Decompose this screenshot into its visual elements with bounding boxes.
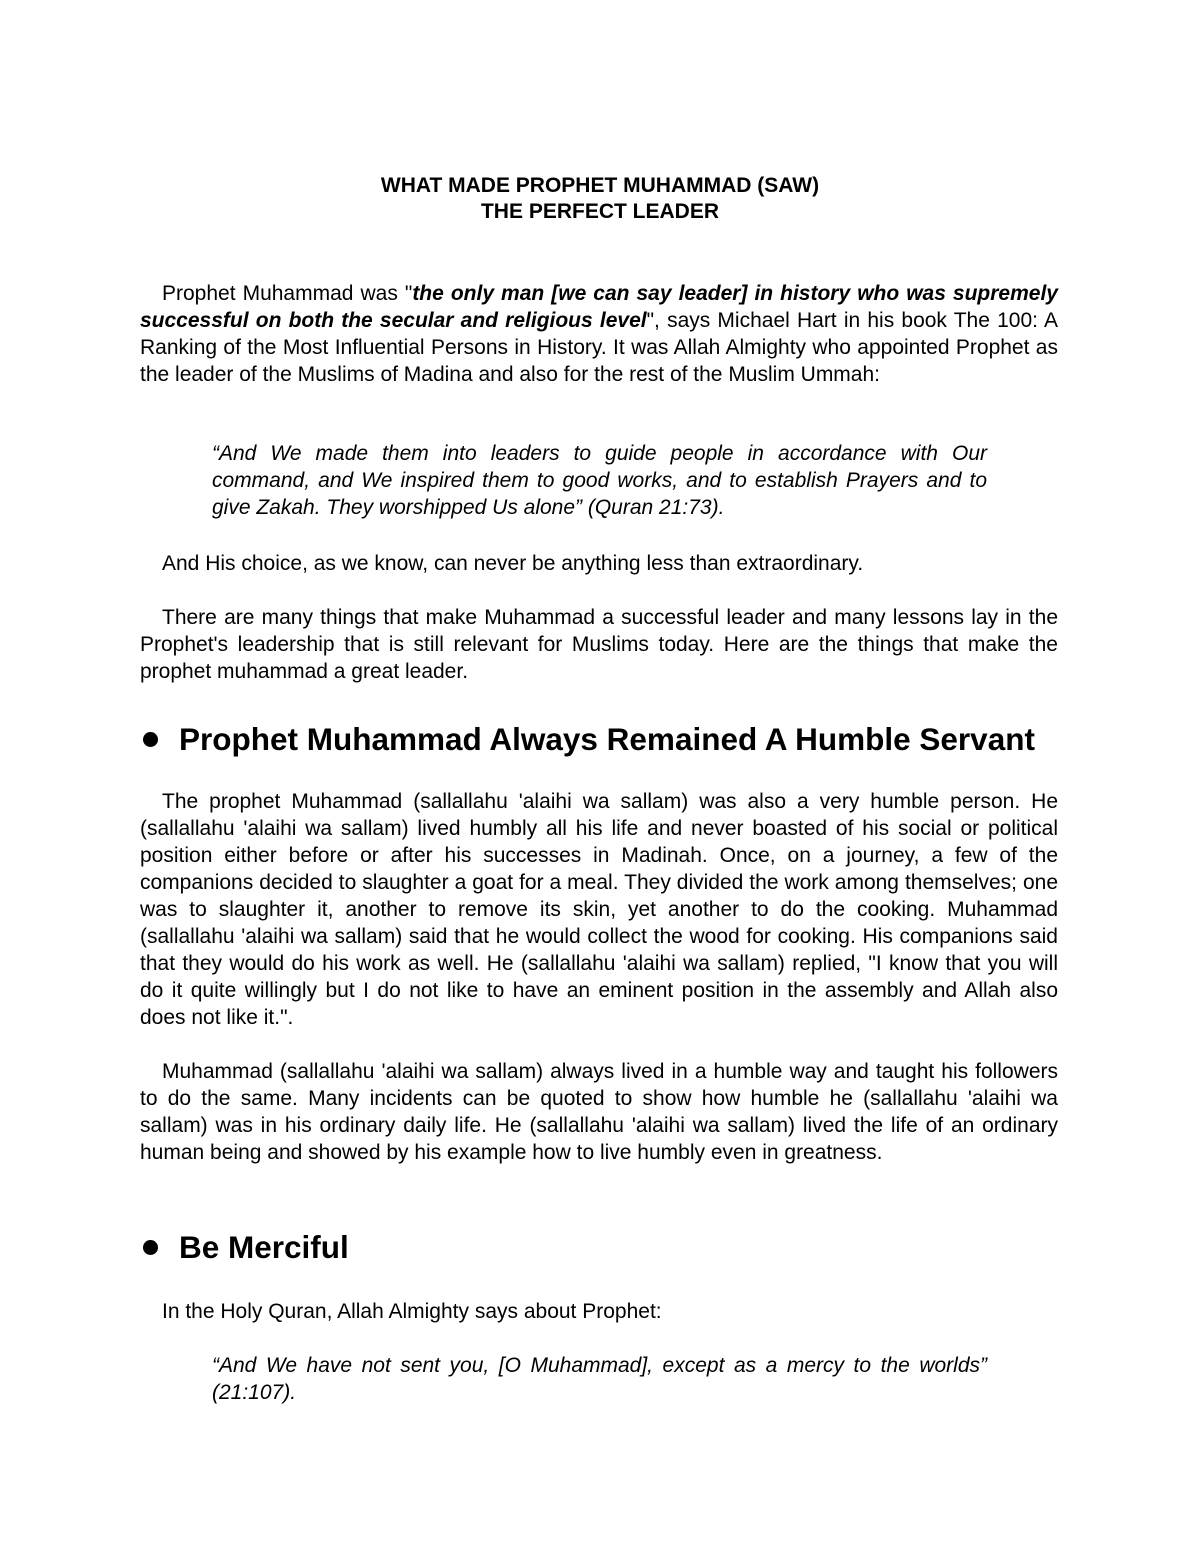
quran-intro-paragraph: In the Holy Quran, Allah Almighty says about Prophet: (162, 1300, 662, 1323)
section-heading-text: Prophet Muhammad Always Remained A Humble Servant (179, 721, 1035, 757)
section-heading-humble-servant (140, 721, 1058, 757)
lessons-paragraph: There are many things that make Muhammad a successful leader and many lessons lay in the Prophet's leadership that is still relevant for Muslims today. Here are the things that make the prophet muhammad a great leader. (140, 606, 1058, 683)
section-heading-be-merciful (140, 1229, 1058, 1265)
quran-quote-21-107: “And We have not sent you, [O Muhammad], except as a mercy to the worlds” (21:107). (212, 1354, 987, 1404)
document-title-line-1: WHAT MADE PROPHET MUHAMMAD (SAW) (380, 174, 820, 197)
bullet-icon (143, 732, 158, 747)
intro-emphasis-quote: the only man [we can say leader] in history who was supremely successful on both the secular and religious level (140, 282, 1058, 332)
section-heading-text: Be Merciful (179, 1229, 349, 1265)
humble-paragraph-1: The prophet Muhammad (sallallahu 'alaihi wa sallam) was also a very humble person. He (sallallahu 'alaihi wa sallam) lived humbly all his life and never boasted of his social or political position either before or after his successes in Madinah. Once, on a journey, a few of the companions decided to slaughter a goat for a meal. They divided the work among themselves; one was to slaughter it, another to remove its skin, yet another to do the cooking. Muhammad (sallallahu 'alaihi wa sallam) said that he would collect the wood for cooking. His companions said that they would do his work as well. He (sallallahu 'alaihi wa sallam) replied, "I know that you will do it quite willingly but I do not like to have an eminent position in the assembly and Allah also does not like it.". (140, 790, 1058, 1029)
humble-paragraph-2: Muhammad (sallallahu 'alaihi wa sallam) always lived in a humble way and taught his followers to do the same. Many incidents can be quoted to show how humble he (sallallahu 'alaihi wa sallam) was in his ordinary daily life. He (sallallahu 'alaihi wa sallam) lived the life of an ordinary human being and showed by his example how to live humbly even in greatness. (140, 1060, 1058, 1164)
choice-paragraph: And His choice, as we know, can never be anything less than extraordinary. (162, 552, 864, 575)
intro-suffix: ", says Michael Hart in his book The 100: A Ranking of the Most Influential Persons in History. It was Allah Almighty who appointed Prophet as the leader of the Muslims of Madina and also for the rest of the Muslim Ummah: (140, 309, 1058, 386)
document-title-line-2: THE PERFECT LEADER (480, 200, 719, 223)
intro-prefix: Prophet Muhammad was " (162, 282, 413, 305)
bullet-icon (143, 1240, 158, 1255)
quran-quote-21-73: “And We made them into leaders to guide people in accordance with Our command, and We inspired them to good works, and to establish Prayers and to give Zakah. They worshipped Us alone” (Quran 21:73). (212, 442, 987, 519)
intro-paragraph (140, 280, 1058, 388)
